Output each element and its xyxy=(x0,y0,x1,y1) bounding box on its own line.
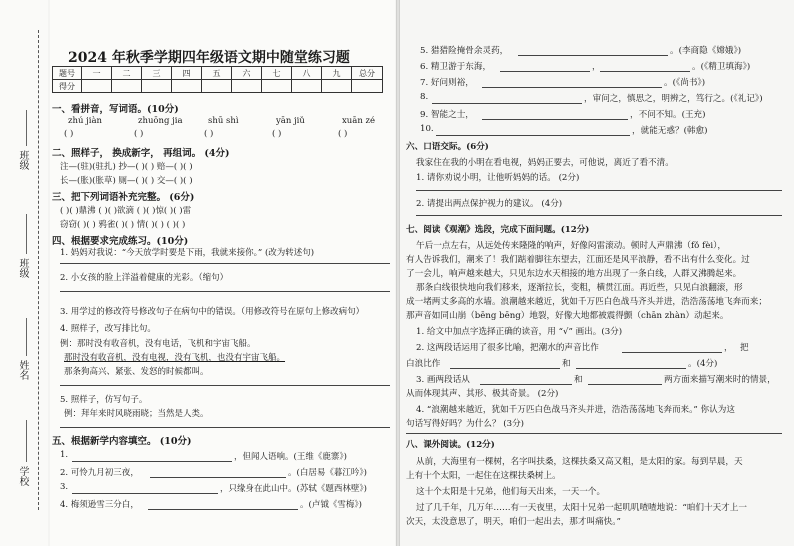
score-input-cell[interactable] xyxy=(322,80,352,93)
fill-blank[interactable] xyxy=(622,352,722,353)
section-5-q1-prefix: 1. xyxy=(60,450,69,460)
score-header-cell: 总分 xyxy=(352,67,383,80)
section-8-para-5: 次天，太没意思了，明天，咱们一起出去，那才叫痛快。” xyxy=(406,517,621,527)
section-7-q2-a: 2. 这两段话运用了很多比喻，把潮水的声音比作 xyxy=(416,343,599,353)
score-input-cell[interactable] xyxy=(202,80,232,93)
section-6-heading: 六、口语交际。(6分) xyxy=(406,142,489,152)
pinyin-5: xuān zé xyxy=(342,116,376,126)
section-4-q1: 1. 妈妈对我说：“今天放学时要是下雨，我就来接你。” (改为转述句) xyxy=(60,248,315,258)
score-header-cell: 四 xyxy=(172,67,202,80)
section-8-para-3: 这十个太阳是十兄弟，他们每天出来，一天一个。 xyxy=(416,487,606,497)
binding-class-underline xyxy=(26,110,27,146)
section-4-q4: 4. 照样子，改写排比句。 xyxy=(60,324,156,334)
score-table xyxy=(52,66,383,93)
section-3-heading: 三、把下列词语补充完整。 (6分) xyxy=(52,192,195,203)
section-5-q2-suffix: 。(白居易《暮江吟》) xyxy=(288,468,367,478)
fill-blank[interactable] xyxy=(500,71,590,72)
section-7-para-4: 那条白线很快地向我们移来，逐渐拉长，变粗，横贯江面。再近些，只见白浪翻滚，形 xyxy=(416,283,743,293)
binding-school-underline xyxy=(26,420,27,462)
score-header-cell: 九 xyxy=(322,67,352,80)
section-5-q4-prefix: 4. 梅须逊雪三分白， xyxy=(60,500,139,510)
section-7-heading: 七、阅读《观潮》选段，完成下面问题。(12分) xyxy=(406,225,590,235)
answer-box-5[interactable]: ( ) xyxy=(338,129,348,139)
binding-school-label: 学校 xyxy=(17,466,28,486)
section-7-q2-d: 白浪比作 xyxy=(406,359,441,369)
pinyin-1: zhú jiàn xyxy=(68,116,103,126)
section-7-q4-a: 4. “浪潮越来越近，犹如千万匹白色战马齐头并进，浩浩荡荡地飞奔而来。” 你认为这 xyxy=(416,405,735,415)
fill-q10-prefix: 10. xyxy=(420,124,434,134)
section-7-q2-e: 和 xyxy=(562,359,571,369)
section-5-q1-suffix: ，但闻人语响。(王维《鹿寨》) xyxy=(234,452,347,462)
answer-line[interactable] xyxy=(60,427,390,428)
binding-class2-underline xyxy=(26,214,27,254)
score-input-cell[interactable] xyxy=(262,80,292,93)
section-7-q3-b: 和 xyxy=(574,375,583,385)
answer-line[interactable] xyxy=(60,263,390,264)
binding-name-underline xyxy=(26,318,27,356)
score-header-cell: 三 xyxy=(142,67,172,80)
section-4-example-3: 那条狗高兴、紧张、发怒的时候都叫。 xyxy=(64,367,209,377)
fill-q8-suffix: ，审问之，慎思之，明辨之，笃行之。(《礼记》) xyxy=(584,94,763,104)
section-2-heading: 二、照样子， 换成新字， 再组词。 (4分) xyxy=(52,148,230,159)
exam-title: 2024 年秋季学期四年级语文期中随堂练习题 xyxy=(68,50,350,66)
score-input-cell[interactable] xyxy=(172,80,202,93)
section-2-row-1: 注—(驻)(驻扎) 抄—( )( ) 赔—( )( ) xyxy=(60,162,193,172)
section-2-row-2: 长—(胀)(胀草) 厕—( )( ) 交—( )( ) xyxy=(60,176,193,186)
section-8-heading: 八、课外阅读。(12分) xyxy=(406,440,495,450)
pinyin-2: zhuōng jia xyxy=(138,116,183,126)
answer-line[interactable] xyxy=(406,433,782,434)
section-7-q2-c: 把 xyxy=(740,343,749,353)
section-4-example-2: 那时没有收音机，没有电视，没有飞机，也没有宇宙飞船。 xyxy=(64,353,286,363)
score-header-cell: 一 xyxy=(82,67,112,80)
score-header-cell: 八 xyxy=(292,67,322,80)
section-5-q3-suffix: ，只缘身在此山中。(苏轼《题西林壁》) xyxy=(220,484,367,494)
score-value-row xyxy=(53,80,383,93)
section-7-para-2: 有人告诉我们，潮来了！我们踮着脚往东望去，江面还是风平浪静，看不出有什么变化。过 xyxy=(406,255,750,265)
section-7-para-3: 了一会儿，响声越来越大，只见东边水天相接的地方出现了一条白线，人群又沸腾起来。 xyxy=(406,269,742,279)
section-7-para-5: 成一堵两丈多高的水墙。浪潮越来越近，犹如千万匹白色战马齐头并进，浩浩荡荡地飞奔而来； xyxy=(406,297,767,307)
fill-q9-prefix: 9. 智能之士， xyxy=(420,110,474,120)
section-5-q4-suffix: 。(卢钺《雪梅》) xyxy=(300,500,362,510)
binding-margin xyxy=(0,0,48,546)
answer-box-4[interactable]: ( ) xyxy=(272,129,282,139)
seal-line xyxy=(38,30,39,510)
fill-q9-suffix: ，不问不知。(王充) xyxy=(630,110,706,120)
fill-blank[interactable] xyxy=(482,87,662,88)
fill-blank[interactable] xyxy=(518,55,668,56)
score-input-cell[interactable] xyxy=(292,80,322,93)
section-7-para-1: 午后一点左右，从远处传来隆隆的响声，好像闷雷滚动。顿时人声鼎沸（fǒ fèi）， xyxy=(416,241,726,251)
section-1-heading: 一、看拼音，写词语。(10分) xyxy=(52,104,179,115)
section-7-q1: 1. 给文中加点字选择正确的读音，用 “√” 画出。(3分) xyxy=(416,327,623,337)
answer-line[interactable] xyxy=(60,385,390,386)
answer-box-3[interactable]: ( ) xyxy=(204,129,214,139)
section-7-para-6: 那声音如同山崩（bēng bēng）地裂，好像大地都被震得颤（chān zhàn）动起来。 xyxy=(406,311,729,321)
score-header-cell: 七 xyxy=(262,67,292,80)
score-header-row xyxy=(53,67,383,80)
section-7-q3-c: 两方面来描写潮来时的情景， xyxy=(664,375,776,385)
binding-class2-label: 班级 xyxy=(17,258,28,278)
section-6-q2: 2. 请提出两点保护视力的建议。 (4分) xyxy=(416,199,563,209)
left-page xyxy=(50,0,395,546)
section-8-para-2: 上有十个太阳，一起住在这棵扶桑树上。 xyxy=(406,471,561,481)
section-6-q1: 1. 请你劝说小明，让他听妈妈的话。 (2分) xyxy=(416,173,580,183)
fill-blank[interactable] xyxy=(480,384,572,385)
answer-line[interactable] xyxy=(60,291,390,292)
pinyin-4: yān jiǔ xyxy=(276,116,305,126)
section-3-row-2: 窃窃( )( ) 鸦雀( )( ) 情( )( ) ( )( ) xyxy=(60,220,186,230)
fill-blank[interactable] xyxy=(148,509,298,510)
section-3-row-1: ( )( )鼎沸 ( )( )欲滴 ( )( )惊( )( )雷 xyxy=(60,206,192,216)
fill-q6-prefix: 6. 精卫游于东海， xyxy=(420,62,492,72)
section-7-q2-b: ， xyxy=(724,343,733,353)
fill-blank[interactable] xyxy=(72,461,232,462)
section-4-example-1: 例：那时没有收音机，没有电话，飞机和宇宙飞船。 xyxy=(60,339,256,349)
score-header-cell: 五 xyxy=(202,67,232,80)
fill-q8-prefix: 8. xyxy=(420,92,429,102)
binding-class-label: 班级 xyxy=(17,150,28,170)
answer-box-2[interactable]: ( ) xyxy=(134,129,144,139)
section-8-para-1: 从前，大海里有一棵树，名字叫扶桑，这棵扶桑又高又粗，是太阳的家。每到早晨，天 xyxy=(416,457,743,467)
fill-q5-suffix: 。(李商隐《嫦娥》) xyxy=(670,46,742,56)
section-7-q3-d: 从而体现其声、其形、极其奇景。 (2分) xyxy=(406,389,559,399)
section-7-q2-f: 。(4分) xyxy=(688,359,718,369)
answer-box-1[interactable]: ( ) xyxy=(64,129,74,139)
pinyin-3: shū shì xyxy=(208,116,239,126)
section-4-example-5: 例：拜年来时风晓雨晓；当然是人类。 xyxy=(64,409,209,419)
fill-blank[interactable] xyxy=(482,119,628,120)
fill-blank[interactable] xyxy=(432,103,582,104)
fill-q6-comma: ， xyxy=(592,62,601,72)
section-7-q3-a: 3. 画两段话从 xyxy=(416,375,470,385)
section-5-q2-prefix: 2. 可怜九月初三夜， xyxy=(60,468,139,478)
score-header-cell: 题号 xyxy=(53,67,82,80)
fill-q6-suffix: 。(《精卫填海》) xyxy=(692,62,751,72)
right-page xyxy=(400,0,794,546)
fill-q7-prefix: 7. 好问则裕， xyxy=(420,78,474,88)
fill-blank[interactable] xyxy=(576,368,686,369)
fill-blank[interactable] xyxy=(600,71,690,72)
score-header-cell: 二 xyxy=(112,67,142,80)
score-input-cell[interactable] xyxy=(142,80,172,93)
section-5-q3-prefix: 3. xyxy=(60,482,69,492)
score-input-cell[interactable] xyxy=(232,80,262,93)
score-input-cell[interactable] xyxy=(352,80,383,93)
section-5-heading: 五、根据新学内容填空。 (10分) xyxy=(52,436,192,447)
section-7-q4-b: 句话写得好吗？为什么？ (3分) xyxy=(406,419,525,429)
answer-line[interactable] xyxy=(416,190,782,191)
fill-blank[interactable] xyxy=(72,493,218,494)
fill-blank[interactable] xyxy=(588,384,662,385)
section-4-q5: 5. 照样子，仿写句子。 xyxy=(60,395,148,405)
fill-q10-suffix: ，就能无惑？(韩愈) xyxy=(632,126,708,136)
fill-blank[interactable] xyxy=(450,368,560,369)
section-4-q3: 3. 用学过的修改符号修改句子在病句中的错误。（用修改符号在原句上修改病句） xyxy=(60,307,365,317)
score-input-cell[interactable] xyxy=(82,80,112,93)
score-label-cell: 得分 xyxy=(53,80,82,93)
fill-blank[interactable] xyxy=(436,135,630,136)
binding-name-label: 姓名 xyxy=(17,360,28,380)
score-header-cell: 六 xyxy=(232,67,262,80)
answer-line[interactable] xyxy=(416,215,782,216)
fill-q5-prefix: 5. 猎猎险掩骨余灵药， xyxy=(420,46,509,56)
score-input-cell[interactable] xyxy=(112,80,142,93)
fill-blank[interactable] xyxy=(150,477,286,478)
section-4-heading: 四、根据要求完成练习。(10分) xyxy=(52,236,189,247)
section-6-body: 我家住在我的小明在看电视，妈妈正要去，可他说，离近了看不清。 xyxy=(416,158,674,168)
fill-q7-suffix: 。(《尚书》) xyxy=(664,78,706,88)
section-4-q2: 2. 小女孩的脸上洋溢着健康的光彩。（缩句） xyxy=(60,273,229,283)
section-8-para-4: 过了几千年，几万年……有一天夜里，太阳十兄弟一起叽叽喳喳地说：“咱们十天才上一 xyxy=(416,503,747,513)
